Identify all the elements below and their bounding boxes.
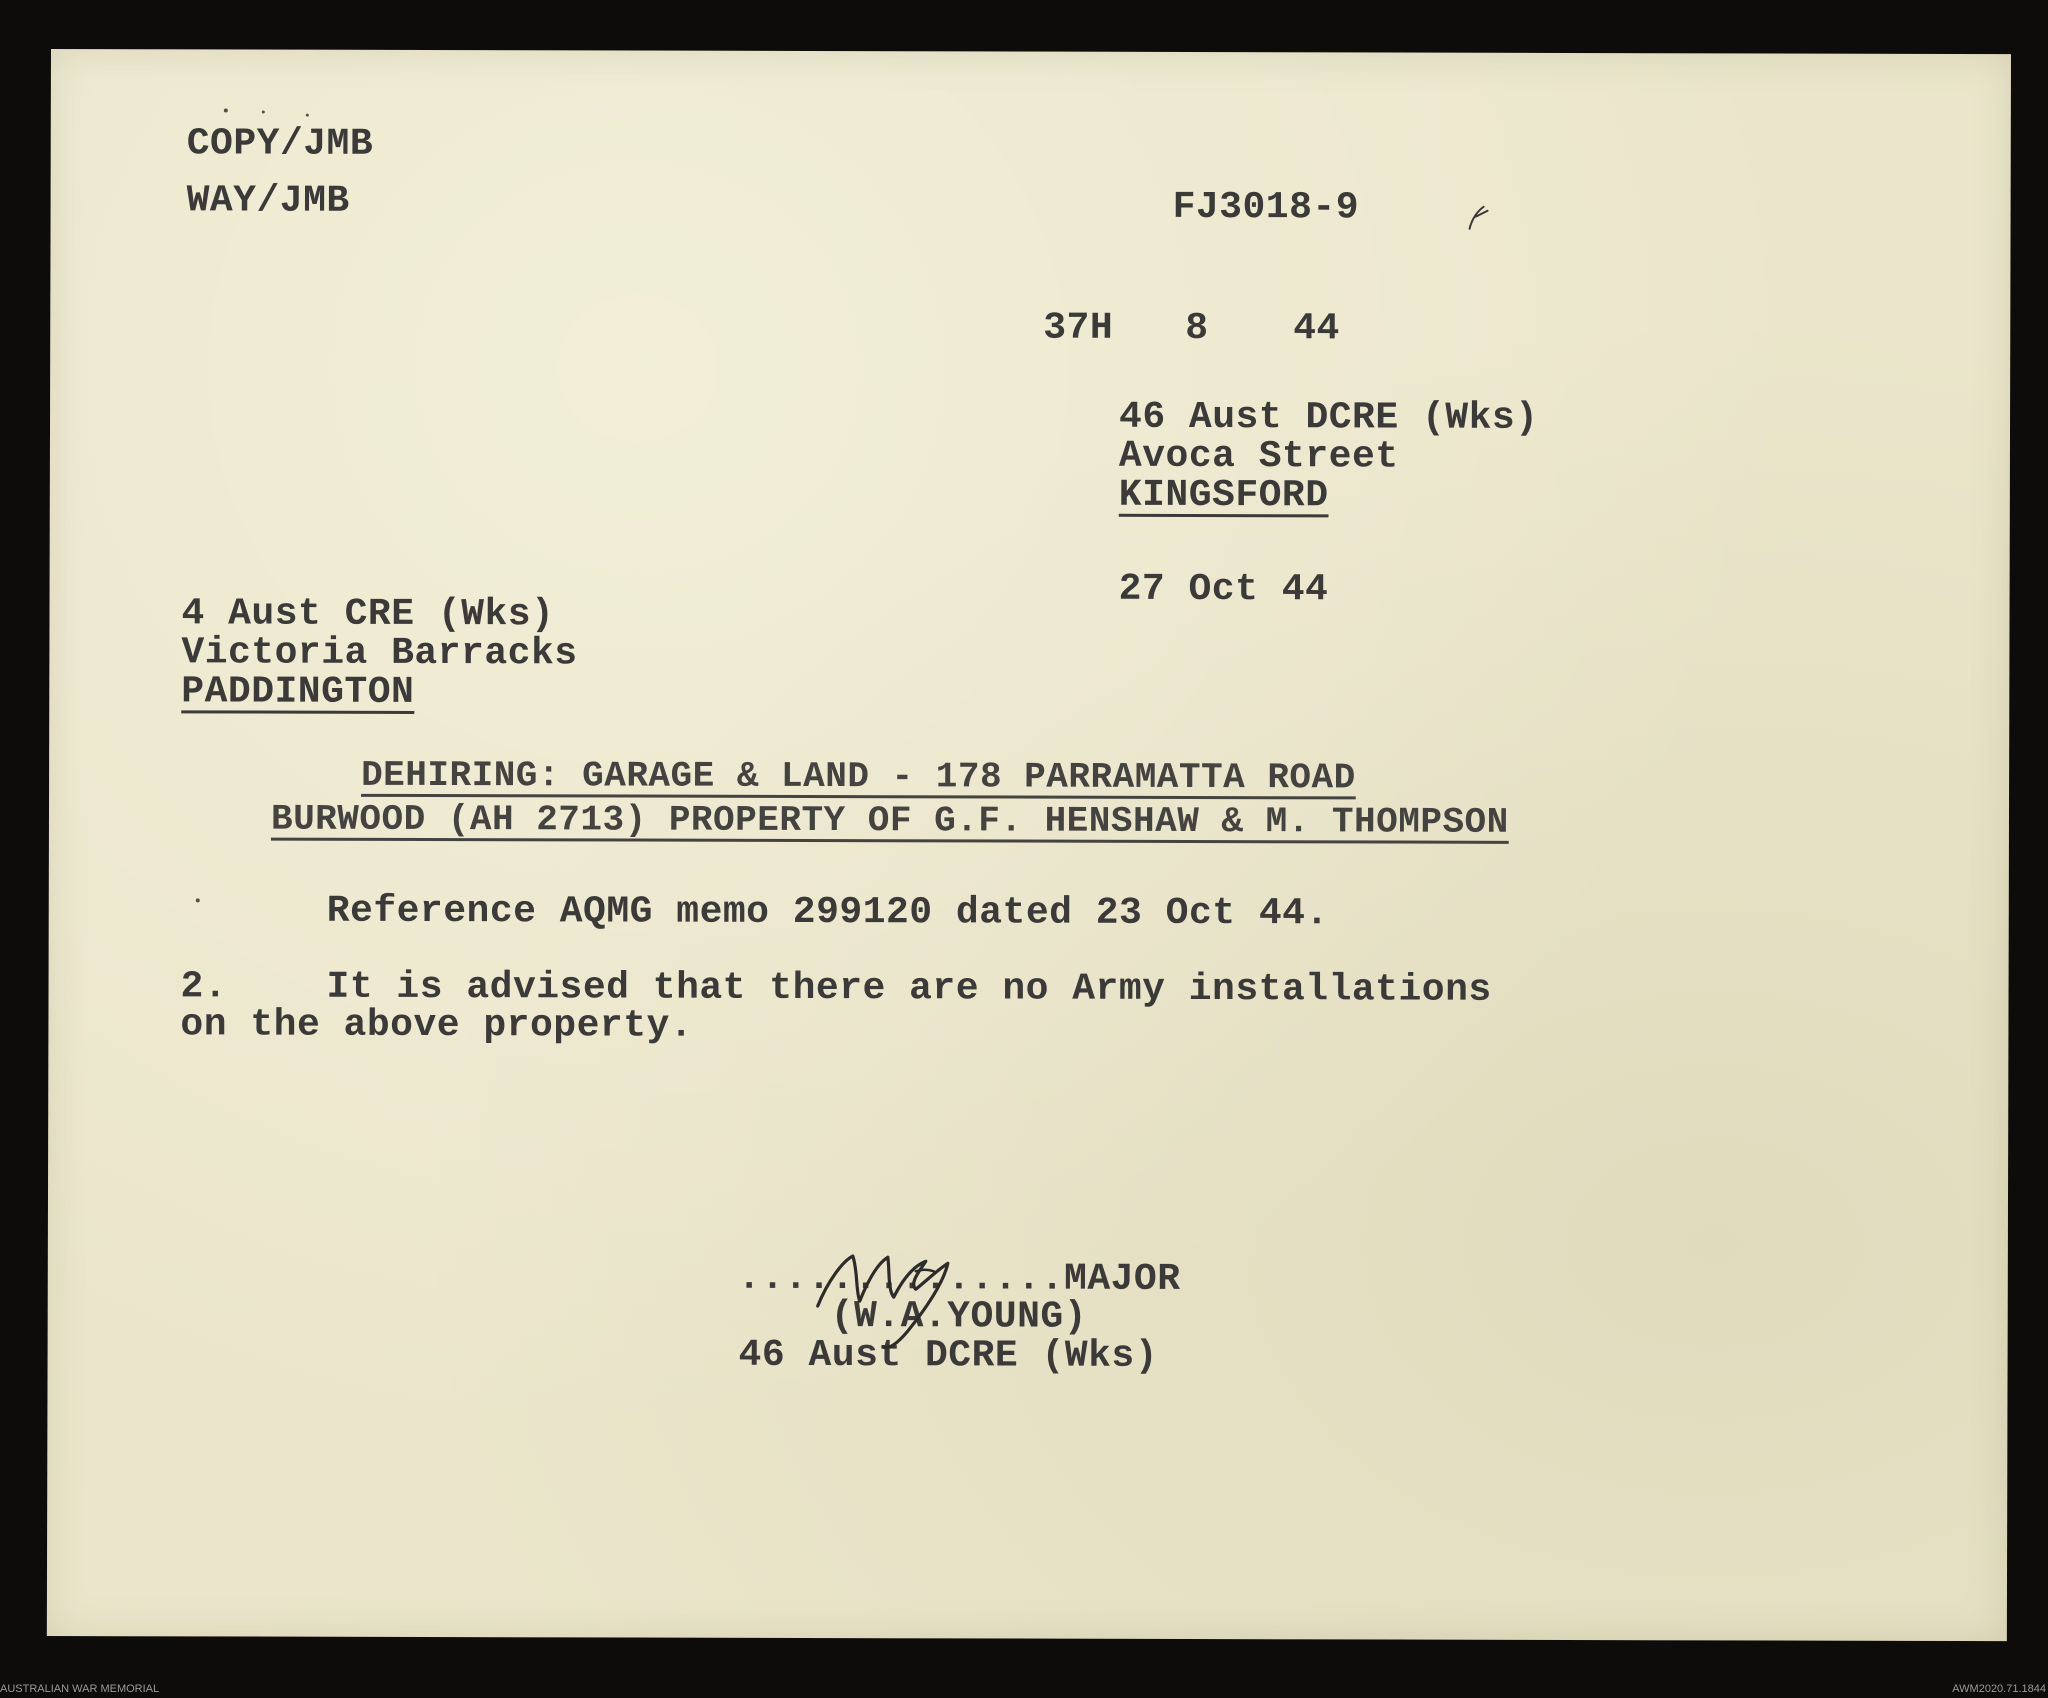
- letter-date: 27 Oct 44: [1118, 567, 1329, 612]
- speck: [196, 898, 200, 902]
- copy-reference: COPY/JMB: [186, 122, 374, 166]
- file-reference: FJ3018-9: [1172, 185, 1360, 230]
- paragraph-number: 2.: [180, 965, 228, 1009]
- reference-a: 37H: [1043, 306, 1114, 350]
- subject-line-2: BURWOOD (AH 2713) PROPERTY OF G.F. HENSHAW & M. THOMPSON: [270, 798, 1509, 843]
- recipient-unit: 4 Aust CRE (Wks): [181, 592, 555, 637]
- reference-b: 8: [1185, 306, 1209, 351]
- signatory-unit: 46 Aust DCRE (Wks): [738, 1333, 1159, 1378]
- paragraph-2-line-1: It is advised that there are no Army installations: [326, 965, 1492, 1012]
- archive-accession-number: AWM2020.71.1844: [1952, 1683, 2046, 1695]
- reference-paragraph: Reference AQMG memo 299120 dated 23 Oct 44.: [326, 889, 1329, 936]
- recipient-locality: PADDINGTON: [181, 670, 415, 714]
- speck: [262, 111, 265, 114]
- speck: [224, 108, 228, 112]
- paragraph-2-line-2: on the above property.: [180, 1003, 694, 1048]
- pencil-mark-icon: [1462, 203, 1492, 235]
- subject-line-1: DEHIRING: GARAGE & LAND - 178 PARRAMATTA ROAD: [361, 754, 1356, 799]
- handwritten-signature-icon: [798, 1211, 998, 1352]
- signature-rank-line: ..............MAJOR: [737, 1256, 1181, 1301]
- sender-unit: 46 Aust DCRE (Wks): [1118, 395, 1539, 440]
- archive-credit: AUSTRALIAN WAR MEMORIAL: [0, 1683, 160, 1695]
- recipient-street: Victoria Barracks: [181, 631, 578, 676]
- speck: [306, 114, 309, 117]
- sender-street: Avoca Street: [1118, 434, 1399, 479]
- paper-sheet: [47, 49, 2011, 1641]
- reference-c: 44: [1293, 307, 1340, 351]
- signatory-name: (W.A.YOUNG): [830, 1295, 1088, 1339]
- author-reference: WAY/JMB: [186, 179, 350, 223]
- sender-locality: KINGSFORD: [1118, 473, 1329, 518]
